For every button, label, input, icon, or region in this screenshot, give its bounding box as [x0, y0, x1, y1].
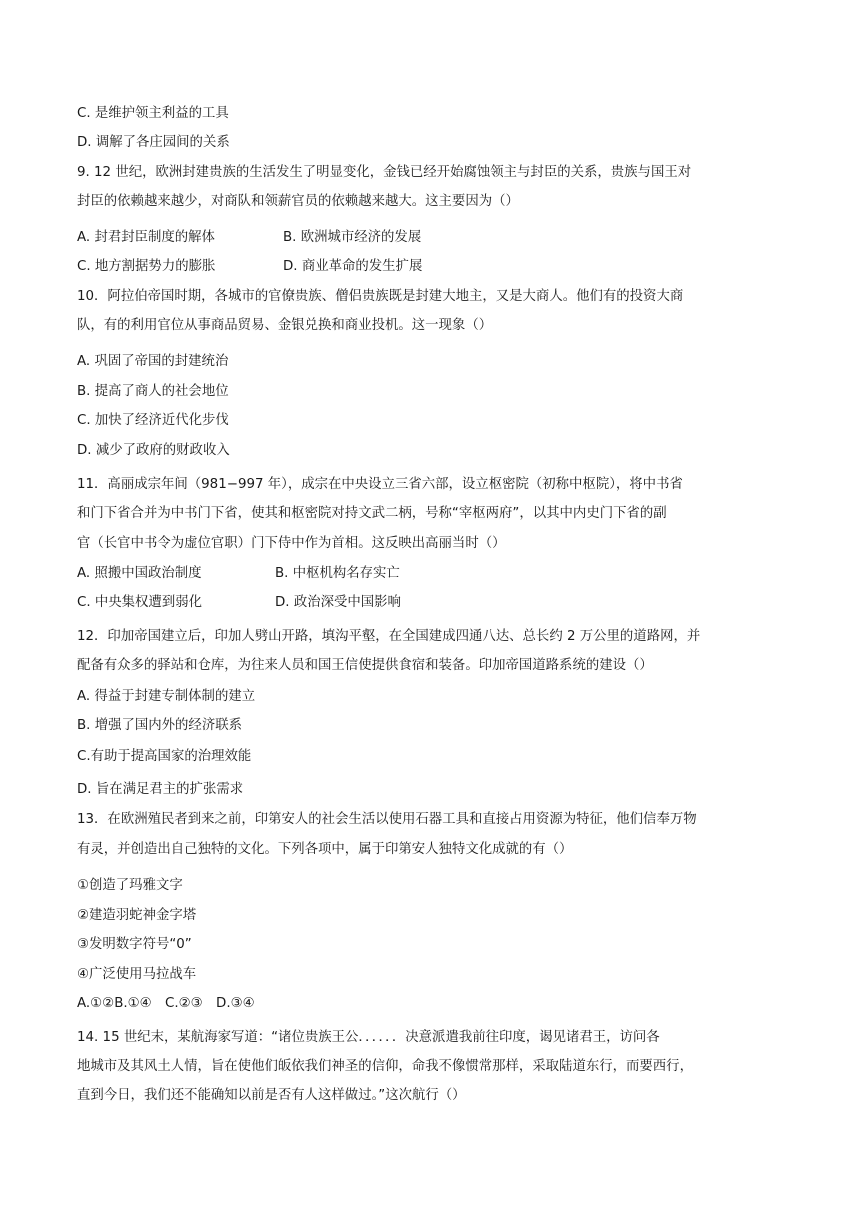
q10-stem-line1: 10．阿拉伯帝国时期，各城市的官僚贵族、僧侣贵族既是封建大地主，又是大商人。他们有的投资大商	[77, 289, 684, 304]
q12-stem-line2: 配备有众多的驿站和仓库，为往来人员和国王信使提供食宿和装备。印加帝国道路系统的建设（）	[77, 658, 653, 673]
q12-option-c: C.有助于提高国家的治理效能	[77, 749, 252, 764]
q10-option-b: B. 提高了商人的社会地位	[77, 384, 229, 399]
q13-options: A.①②B.①④ C.②③ D.③④	[77, 996, 255, 1011]
q11-option-a: A. 照搬中国政治制度	[77, 566, 202, 581]
q13-item-3: ③发明数字符号“0”	[77, 937, 192, 952]
q11-option-c: C. 中央集权遭到弱化	[77, 595, 202, 610]
q10-stem-line2: 队，有的利用官位从事商品贸易、金银兑换和商业投机。这一现象（）	[77, 318, 493, 333]
q12-option-d: D. 旨在满足君主的扩张需求	[77, 782, 244, 797]
q13-stem-line2: 有灵，并创造出自己独特的文化。下列各项中，属于印第安人独特文化成就的有（）	[77, 842, 573, 857]
q11-stem-line1: 11．高丽成宗年间（981−997 年），成宗在中央设立三省六部，设立枢密院（初称中枢院），将中书省	[77, 477, 683, 492]
q9-option-c: C. 地方割据势力的膨胀	[77, 259, 216, 274]
q9-option-b: B. 欧洲城市经济的发展	[283, 230, 422, 245]
q9-stem-line1: 9. 12 世纪，欧洲封建贵族的生活发生了明显变化，金钱已经开始腐蚀领主与封臣的关系，贵族与国王对	[77, 165, 692, 180]
q14-stem-line1: 14. 15 世纪末，某航海家写道：“诸位贵族王公．．．．．．决意派遣我前往印度，谒见诸君王，访问各	[77, 1030, 660, 1045]
q10-option-c: C. 加快了经济近代化步伐	[77, 413, 229, 428]
q11-stem-line3: 官（长官中书令为虚位官职）门下侍中作为首相。这反映出高丽当时（）	[77, 536, 506, 551]
q13-item-1: ①创造了玛雅文字	[77, 878, 183, 893]
q11-option-b: B. 中枢机构名存实亡	[275, 566, 400, 581]
q13-item-2: ②建造羽蛇神金字塔	[77, 908, 197, 923]
q8-option-c: C. 是维护领主利益的工具	[77, 106, 229, 121]
q14-stem-line2: 地城市及其风土人情，旨在使他们皈依我们神圣的信仰，命我不像惯常那样，采取陆道东行，而要西行，	[77, 1059, 693, 1074]
q13-stem-line1: 13．在欧洲殖民者到来之前，印第安人的社会生活以使用石器工具和直接占用资源为特征，他们信奉万物	[77, 812, 697, 827]
q12-option-a: A. 得益于封建专制体制的建立	[77, 689, 256, 704]
q14-stem-line3: 直到今日，我们还不能确知以前是否有人这样做过。”这次航行（）	[77, 1088, 466, 1103]
q9-option-a: A. 封君封臣制度的解体	[77, 230, 215, 245]
q12-option-b: B. 增强了国内外的经济联系	[77, 718, 242, 733]
q13-item-4: ④广泛使用马拉战车	[77, 967, 197, 982]
q10-option-d: D. 减少了政府的财政收入	[77, 443, 230, 458]
q11-stem-line2: 和门下省合并为中书门下省，使其和枢密院对持文武二柄，号称“宰枢两府”，以其中内史门下省的副	[77, 506, 667, 521]
q9-stem-line2: 封臣的依赖越来越少，对商队和领薪官员的依赖越来越大。这主要因为（）	[77, 194, 519, 209]
q12-stem-line1: 12．印加帝国建立后，印加人劈山开路，填沟平壑，在全国建成四通八达、总长约 2 万公里的道路网，并	[77, 629, 701, 644]
q10-option-a: A. 巩固了帝国的封建统治	[77, 354, 229, 369]
q9-option-d: D. 商业革命的发生扩展	[283, 259, 423, 274]
q8-option-d: D. 调解了各庄园间的关系	[77, 135, 230, 150]
q11-option-d: D. 政治深受中国影响	[275, 595, 401, 610]
